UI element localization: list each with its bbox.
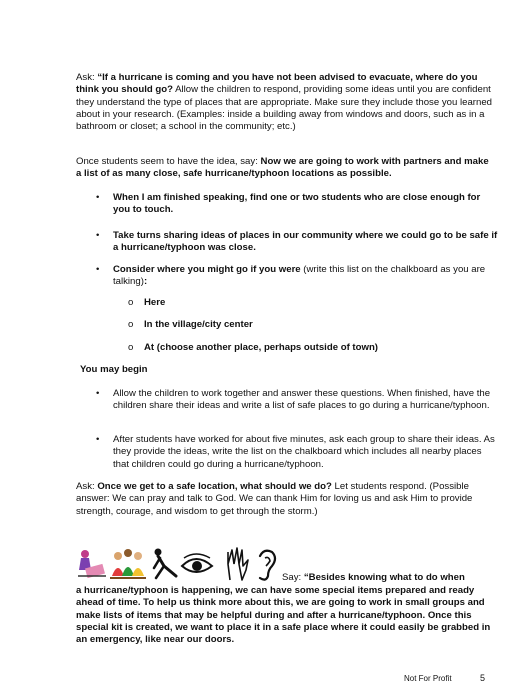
page-number: 5	[480, 673, 486, 683]
writing-activity-icon	[78, 550, 106, 578]
paragraph-text: Allow the children to respond, providing some ideas until you are confident they understand the type of places that are appropriate. Make sure they include those you learned about in your research. (Examples: inside a building away from windows and doors, such as in a bathroom or closet; a school in the community; etc.)	[76, 84, 492, 133]
paragraph-safe-location	[76, 481, 494, 518]
bullet-item	[113, 192, 499, 217]
paragraph-partners	[76, 156, 494, 181]
sub-bullet-marker: o	[128, 319, 134, 330]
say-text-continued: a hurricane/typhoon is happening, we can have some special items prepared and ready ahead of time. To help us think more about this, we are going to work in small groups and make lists of items that may be helpful during and after a hurricane/typhoon. Once this special kit is created, we want to place it in a safe place where it could easily be grabbed in an emergency, like near our doors.	[76, 585, 491, 646]
sub-bullet-item: Here	[144, 297, 166, 308]
sub-bullet-item: At (choose another place, perhaps outside of town)	[144, 342, 379, 353]
bullet-marker: •	[96, 434, 100, 445]
paragraph-ask-hurricane	[76, 72, 494, 133]
bullet-item: Allow the children to work together and answer these questions. When finished, have the children share their ideas and write a list of safe places to go during a hurricane/typhoon.	[113, 388, 491, 412]
bullet-text: When I am finished speaking, find one or two students who are close enough for you to touch.	[113, 192, 481, 216]
say-text-start: “Besides knowing what to do when	[303, 572, 465, 583]
activity-icons	[76, 546, 278, 582]
sub-bullet-marker: o	[128, 297, 134, 308]
may-begin-heading: You may begin	[80, 364, 148, 375]
sub-bullet-marker: o	[128, 342, 134, 353]
bullet-marker: •	[96, 230, 100, 241]
bullet-colon: :	[143, 276, 148, 288]
bullet-item	[113, 264, 499, 289]
bullet-marker: •	[96, 388, 100, 399]
bullet-note: (write this list on the chalkboard as you are talking)	[113, 264, 486, 288]
eye-icon	[182, 554, 212, 572]
paragraph-intro: Once students seem to have the idea, say:	[76, 156, 261, 167]
movement-activity-icon	[154, 549, 176, 579]
hurricane-question: “If a hurricane is coming and you have not been advised to evacuate, where do you think you should go?	[76, 72, 478, 96]
ask-label: Ask:	[76, 481, 98, 492]
footer-notice: Not For Profit	[404, 674, 452, 683]
bullet-marker: •	[96, 264, 100, 275]
say-label: Say:	[282, 572, 304, 583]
bullet-marker: •	[96, 192, 100, 203]
say-line	[282, 572, 502, 584]
safe-location-question: Once we get to a safe location, what should we do?	[97, 481, 332, 492]
bullet-text: Consider where you might go if you were	[113, 264, 301, 275]
sub-bullet-item: In the village/city center	[144, 319, 253, 330]
paragraph-text: Let students respond. (Possible answer: We can pray and talk to God. We can thank Him for loving us and ask Him to provide strength, courage, and wisdom to get through the storm.)	[76, 481, 473, 517]
group-activity-icon	[110, 549, 146, 578]
bullet-item: After students have worked for about five minutes, ask each group to share their ideas. As they provide the ideas, write the list on the chalkboard which includes all nearby places that children could go during a hurricane/typhoon.	[113, 434, 495, 470]
bullet-item	[113, 230, 499, 255]
hand-icon	[228, 548, 248, 580]
ask-label: Ask:	[76, 72, 98, 83]
bullet-text: Take turns sharing ideas of places in our community where we could go to be safe if a hurricane/typhoon was close.	[113, 230, 498, 254]
say-instruction: Now we are going to work with partners and make a list of as many close, safe hurricane/typhoon locations as possible.	[76, 156, 489, 180]
ear-icon	[260, 551, 275, 580]
